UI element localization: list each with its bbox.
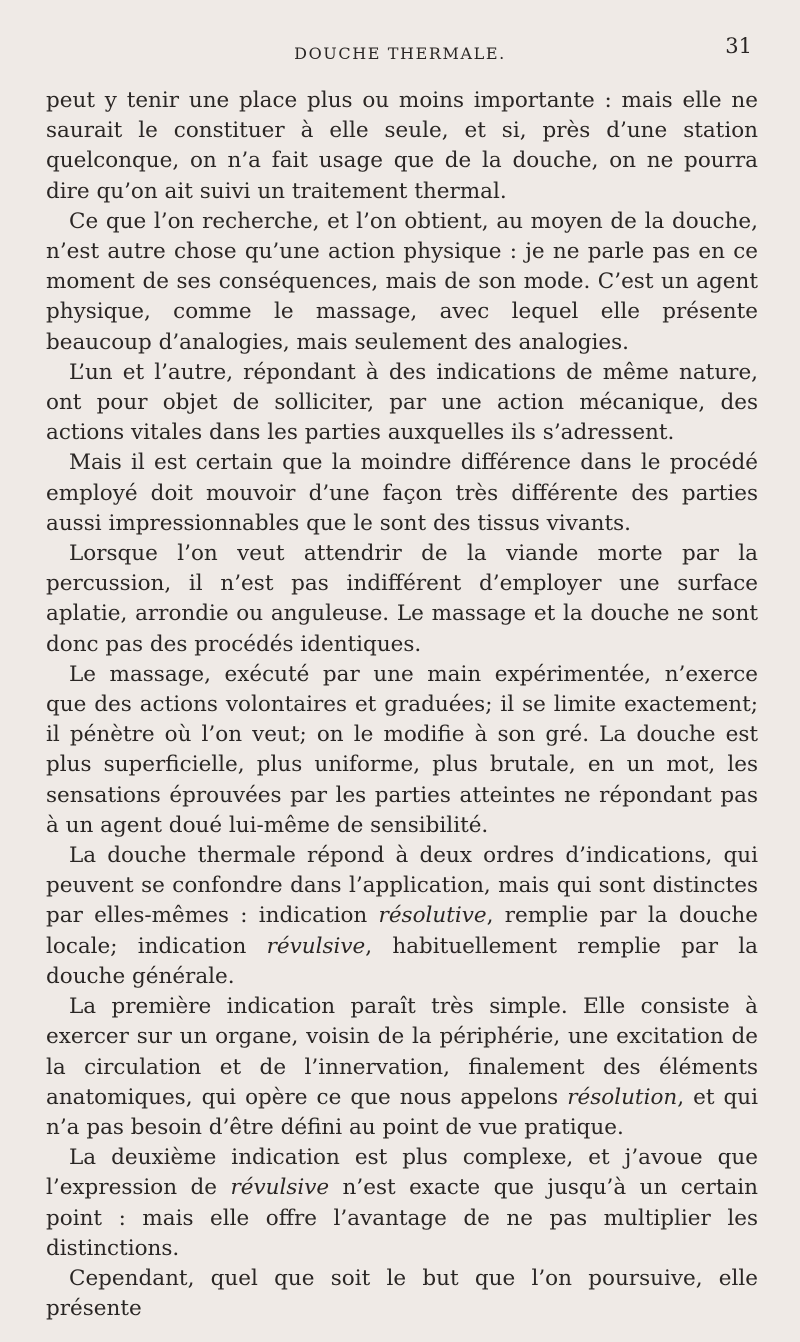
text-segment: Cependant, quel que soit le but que l’on poursuive, elle présente <box>46 1265 758 1322</box>
text-segment: Ce que l’on recherche, et l’on obtient, au moyen de la douche, n’est autre chose qu’une action physique : je ne parle pas en ce moment de ses conséquences, mais de son mode. C’est un agent physique, comme le massage, avec lequel elle présente beaucoup d’analogies, mais seulement des analogies. <box>46 208 758 355</box>
text-segment: , remplie par la douche locale; indication <box>46 903 758 959</box>
paragraph-1 <box>46 86 758 207</box>
text-segment: n’est exacte que jusqu’à un certain point : mais elle offre l’avantage de ne pas multiplier les distinctions. <box>46 1175 759 1261</box>
paragraph-10 <box>46 1264 758 1324</box>
text-segment: La première indication paraît très simple. Elle consiste à exercer sur un organe, voisin de la périphérie, une excitation de la circulation et de l’innervation, finalement des éléments anatomiques, qui opère ce que nous appelons <box>46 994 758 1110</box>
paragraph-3 <box>46 358 758 449</box>
paragraph-6 <box>46 660 758 841</box>
text-segment: L’un et l’autre, répondant à des indications de même nature, ont pour objet de solliciter, par une action mécanique, des actions vitales dans les parties auxquelles ils s’adressent. <box>46 359 758 446</box>
paragraph-5 <box>46 539 758 660</box>
paragraph-8 <box>46 992 758 1143</box>
body-text <box>46 86 758 1324</box>
running-head: DOUCHE THERMALE. <box>294 44 506 63</box>
page-number: 31 <box>725 34 752 58</box>
text-segment: La douche thermale répond à deux ordres d’indications, qui peuvent se confondre dans l’application, mais qui sont distinctes par elles-mêmes : indication <box>46 843 758 929</box>
text-segment: Mais il est certain que la moindre différence dans le procédé employé doit mouvoir d’une façon très différente des parties aussi impressionnables que le sont des tissus vivants. <box>46 450 758 536</box>
text-segment: , et qui n’a pas besoin d’être défini au point de vue pratique. <box>46 1084 759 1140</box>
paragraph-9 <box>46 1143 758 1264</box>
text-segment: Lorsque l’on veut attendrir de la viande morte par la percussion, il n’est pas indifférent d’employer une surface aplatie, arrondie ou anguleuse. Le massage et la douche ne sont donc pas des procédés identiques. <box>46 541 758 657</box>
italic-term: révulsive <box>266 933 366 959</box>
italic-term: résolution <box>567 1084 678 1110</box>
text-segment: peut y tenir une place plus ou moins importante : mais elle ne saurait le constituer à elle seule, et si, près d’une station quelconque, on n’a fait usage que de la douche, on ne pourra dire qu’on ait suivi un traitement thermal. <box>46 88 758 204</box>
text-segment: Le massage, exécuté par une main expérimentée, n’exerce que des actions volontaires et graduées; il se limite exactement; il pénètre où l’on veut; on le modifie à son gré. La douche est plus superficielle, plus uniforme, plus brutale, en un mot, les sensations éprouvées par les parties atteintes ne répondant pas à un agent doué lui-même de sensibilité. <box>46 661 758 838</box>
italic-term: révulsive <box>230 1175 330 1201</box>
text-segment: , habituellement remplie par la douche générale. <box>46 933 758 989</box>
italic-term: résolutive <box>378 903 487 929</box>
paragraph-2 <box>46 207 758 358</box>
paragraph-4 <box>46 448 758 539</box>
paragraph-7 <box>46 841 758 992</box>
text-segment: La deuxième indication est plus complexe, et j’avoue que l’expression de <box>46 1145 758 1201</box>
